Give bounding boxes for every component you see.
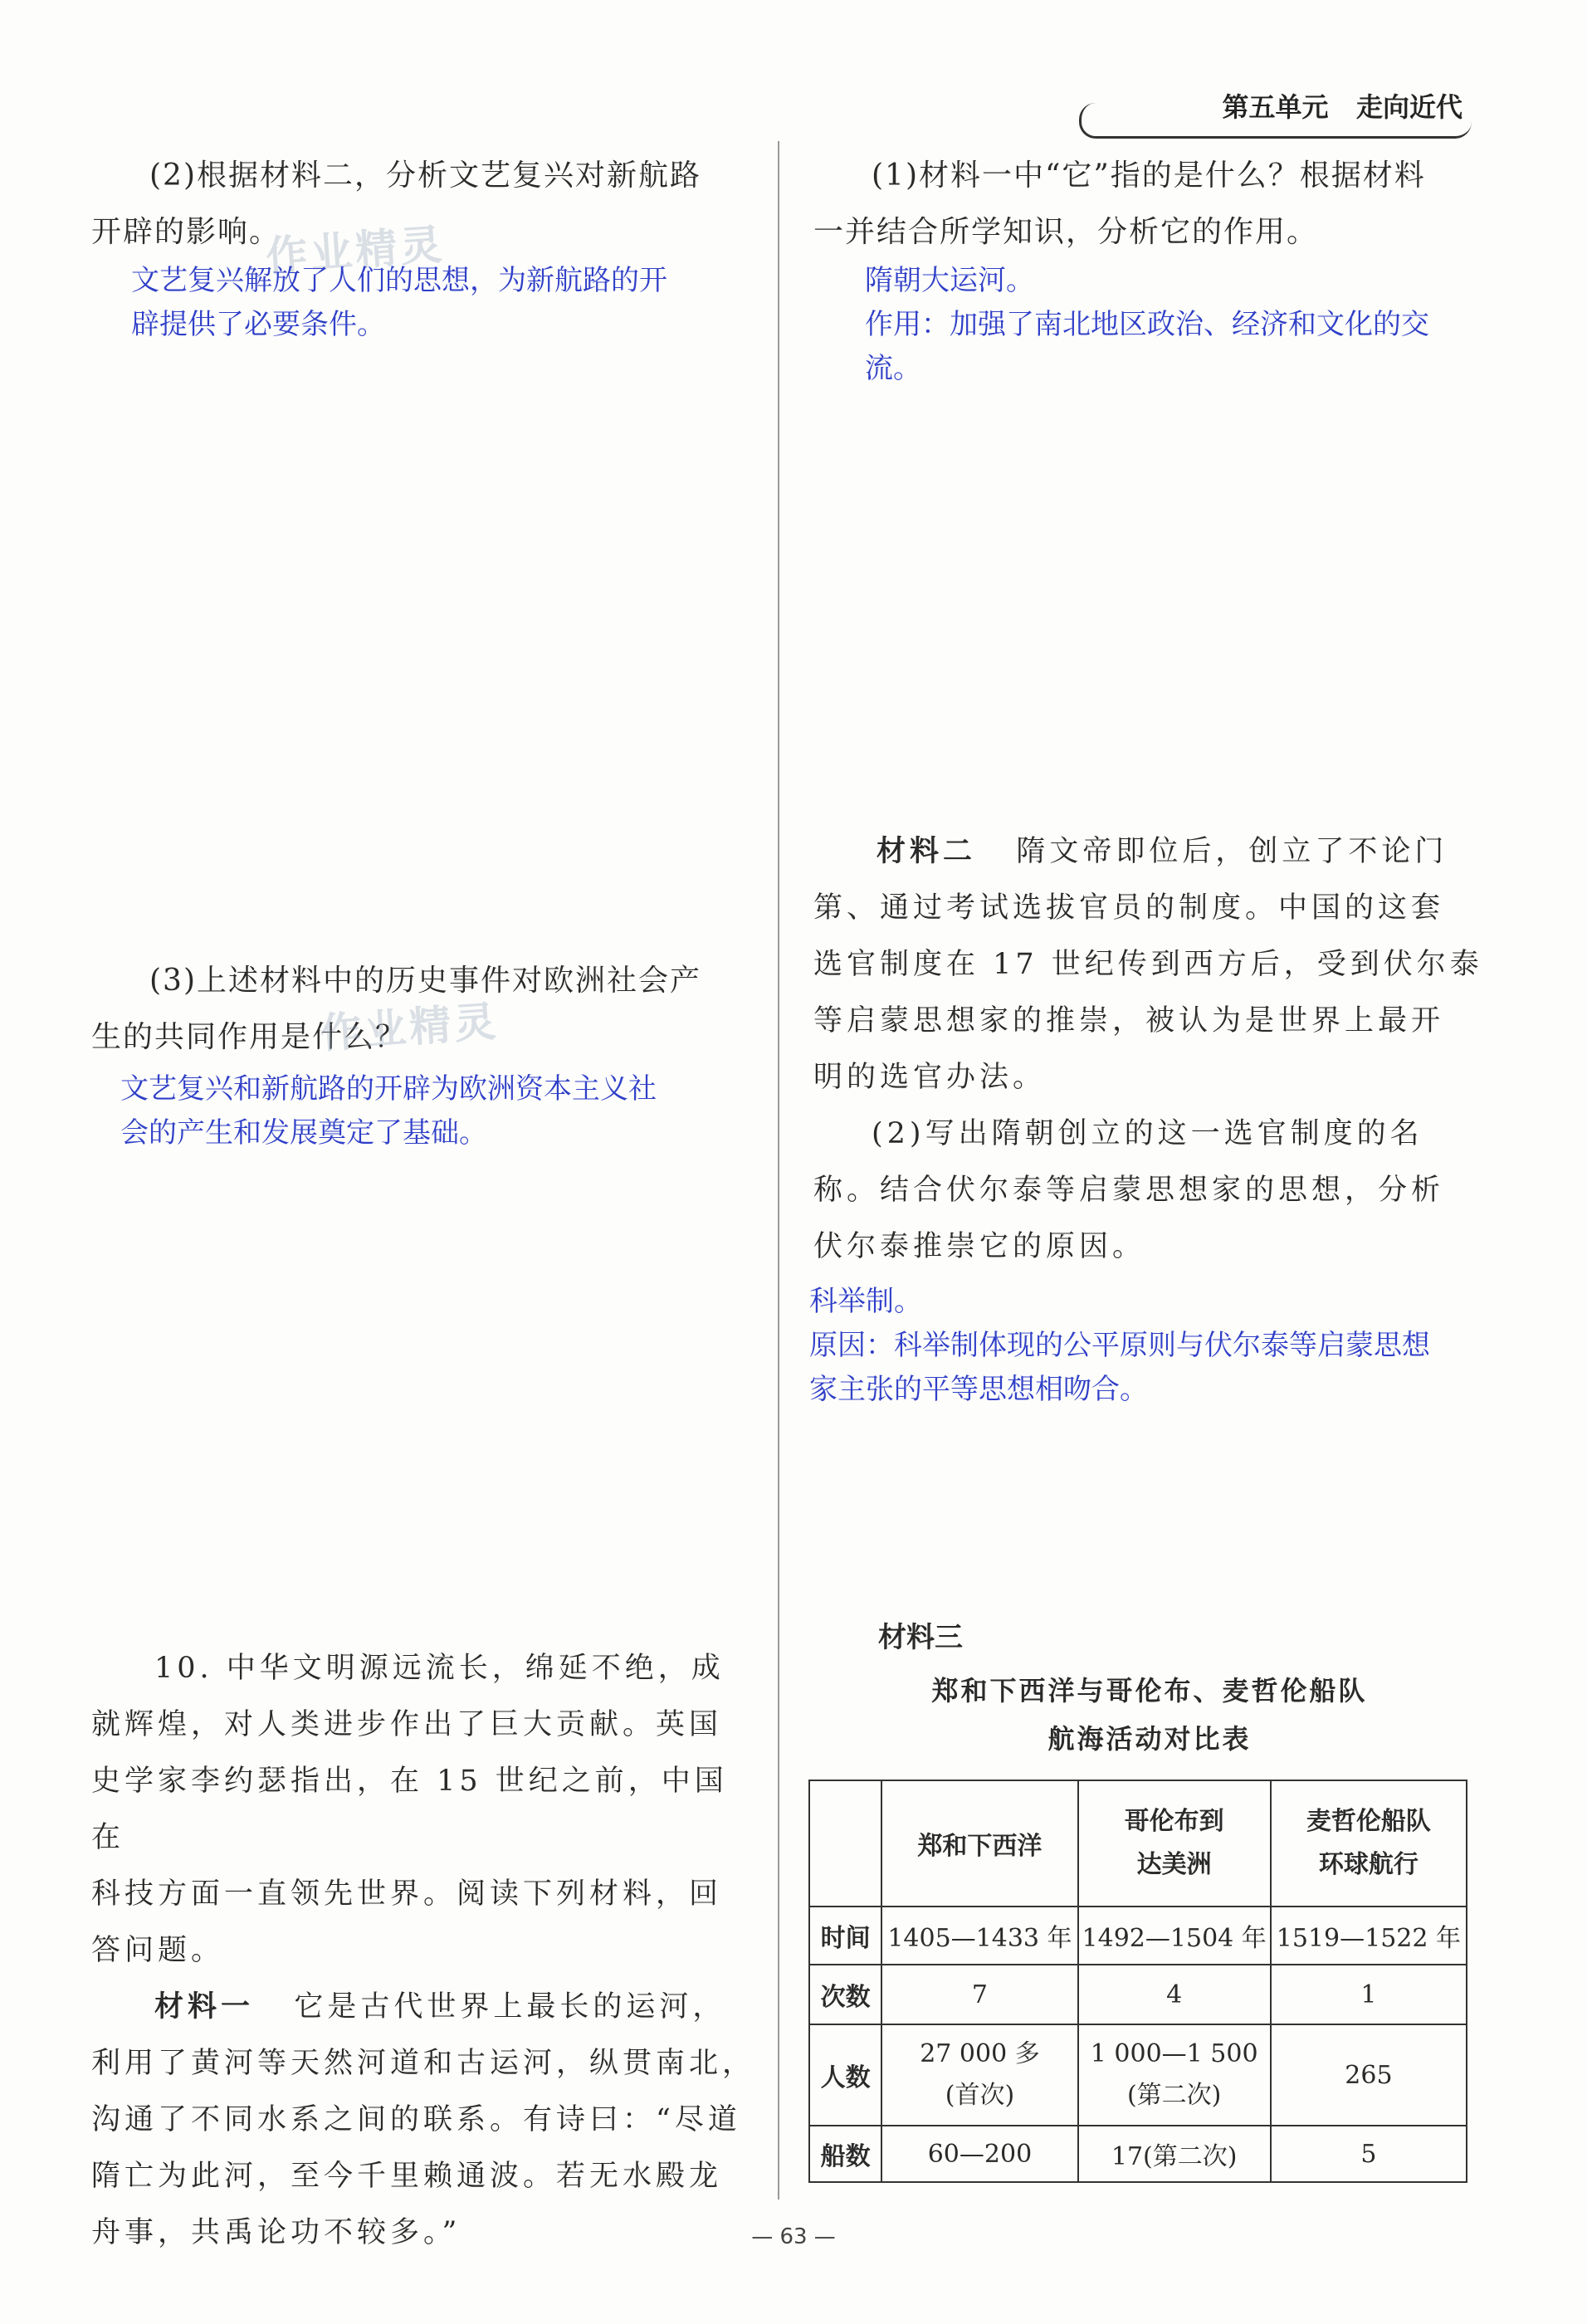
table-cell: 5 (1271, 2126, 1467, 2182)
material-2-line: 第、通过考试选拔官员的制度。中国的这套 (813, 891, 1445, 925)
q10-line: 科技方面一直领先世界。阅读下列材料，回 (91, 1877, 723, 1911)
right-q1 (813, 148, 1494, 261)
material-1-text: 它是古代世界上最长的运河， (294, 1990, 726, 2024)
question-10 (91, 1640, 755, 2261)
right-q1-answer-line3: 流。 (865, 352, 921, 385)
watermark: 作业精灵 (264, 220, 447, 281)
table-row (809, 2126, 1467, 2182)
page-number: — 63 — (751, 2224, 836, 2249)
right-q2-line: 伏尔泰推崇它的原因。 (813, 1230, 1146, 1263)
table-cell: 1 (1271, 1965, 1467, 2024)
material-1-line: 舟事，共禹论功不较多。” (91, 2216, 461, 2249)
comparison-table (808, 1780, 1467, 2183)
right-q1-answer-line1: 隋朝大运河。 (865, 264, 1034, 297)
column-divider (778, 141, 779, 2200)
table-cell: 17(第二次) (1078, 2126, 1271, 2182)
right-q2-line: 称。结合伏尔泰等启蒙思想家的思想，分析 (813, 1174, 1445, 1207)
material-2 (813, 823, 1494, 1275)
left-q2-answer-line2: 辟提供了必要条件。 (131, 308, 385, 341)
material-2-line: 等启蒙思想家的推崇，被认为是世界上最开 (813, 1004, 1445, 1038)
left-q3-answer (120, 1067, 759, 1155)
row-label: 船数 (809, 2126, 881, 2182)
row-label: 人数 (809, 2024, 881, 2126)
row-label: 次数 (809, 1965, 881, 2024)
right-q1-answer-line2: 作用：加强了南北地区政治、经济和文化的交 (865, 308, 1429, 341)
right-q2-line: (2)写出隋朝创立的这一选官制度的名 (872, 1117, 1423, 1150)
left-q2-answer (131, 259, 762, 347)
material-2-line1 (813, 823, 1494, 880)
right-q2-answer-line3: 家主张的平等思想相吻合。 (809, 1373, 1148, 1406)
watermark: 作业精灵 (318, 997, 501, 1058)
left-q3-line2: 生的共同作用是什么？ (91, 1020, 408, 1054)
table-cell: 4 (1078, 1965, 1271, 2024)
right-q2-answer (809, 1280, 1490, 1412)
material-3-label: 材料三 (878, 1621, 963, 1654)
table-caption-1: 郑和下西洋与哥伦布、麦哲伦船队 (931, 1675, 1368, 1706)
right-q2-answer-line1: 科举制。 (809, 1285, 922, 1318)
material-2-line: 选官制度在 17 世纪传到西方后，受到伏尔泰 (813, 948, 1483, 981)
left-q3-answer-line2: 会的产生和发展奠定了基础。 (120, 1116, 487, 1150)
table-row (809, 1965, 1467, 2024)
table-cell: 1405—1433 年 (881, 1907, 1077, 1965)
right-q1-answer (865, 259, 1496, 391)
table-row (809, 2024, 1467, 2126)
material-1-line: 利用了黄河等天然河道和古运河，纵贯南北， (91, 2047, 756, 2080)
table-cell: 1 000—1 500 (第二次) (1078, 2024, 1271, 2126)
material-1-label: 材料一 (154, 1990, 255, 2024)
left-q2-line1: (2)根据材料二，分析文艺复兴对新航路 (149, 159, 701, 193)
table-cell: 1519—1522 年 (1271, 1907, 1467, 1965)
material-2-label: 材料二 (877, 835, 977, 868)
material-1-line: 沟通了不同水系之间的联系。有诗曰：“尽道 (91, 2103, 741, 2136)
column-header: 麦哲伦船队 环球航行 (1271, 1780, 1467, 1907)
material-1-line1 (91, 1979, 755, 2035)
page-header (1223, 86, 1462, 124)
left-q2-answer-line1: 文艺复兴解放了人们的思想，为新航路的开 (131, 264, 667, 297)
right-q1-line1: (1)材料一中“它”指的是什么？根据材料 (872, 159, 1426, 193)
material-2-line: 明的选官办法。 (813, 1061, 1047, 1094)
header-unit: 第五单元 (1222, 91, 1329, 123)
table-caption-2: 航海活动对比表 (1047, 1723, 1252, 1755)
header-title: 走向近代 (1355, 91, 1462, 123)
table-cell: 27 000 多 (首次) (881, 2024, 1077, 2126)
q10-line: 答问题。 (91, 1934, 225, 1967)
left-q3-answer-line1: 文艺复兴和新航路的开辟为欧洲资本主义社 (120, 1072, 657, 1106)
table-cell: 60—200 (881, 2126, 1077, 2182)
column-header: 哥伦布到 达美洲 (1078, 1780, 1271, 1907)
left-q2-line2: 开辟的影响。 (91, 215, 281, 249)
right-q1-line2: 一并结合所学知识，分析它的作用。 (813, 215, 1319, 249)
q10-line: 10. 中华文明源远流长，绵延不绝，成 (154, 1652, 725, 1685)
q10-line: 史学家李约瑟指出，在 15 世纪之前，中国在 (91, 1765, 728, 1854)
column-header: 郑和下西洋 (881, 1780, 1077, 1907)
table-cell: 7 (881, 1965, 1077, 2024)
material-2-text: 隋文帝即位后，创立了不论门 (1016, 835, 1448, 868)
q10-line: 就辉煌，对人类进步作出了巨大贡献。英国 (91, 1708, 723, 1741)
table-cell: 265 (1271, 2024, 1467, 2126)
table-row (809, 1907, 1467, 1965)
table-cell: 1492—1504 年 (1078, 1907, 1271, 1965)
row-label: 时间 (809, 1907, 881, 1965)
left-q3-line1: (3)上述材料中的历史事件对欧洲社会产 (149, 964, 701, 998)
table-header-row (809, 1780, 1467, 1907)
right-q2-answer-line2: 原因：科举制体现的公平原则与伏尔泰等启蒙思想 (809, 1329, 1430, 1362)
material-1-line: 隋亡为此河，至今千里赖通波。若无水殿龙 (91, 2160, 723, 2193)
table-corner-cell (809, 1780, 881, 1907)
